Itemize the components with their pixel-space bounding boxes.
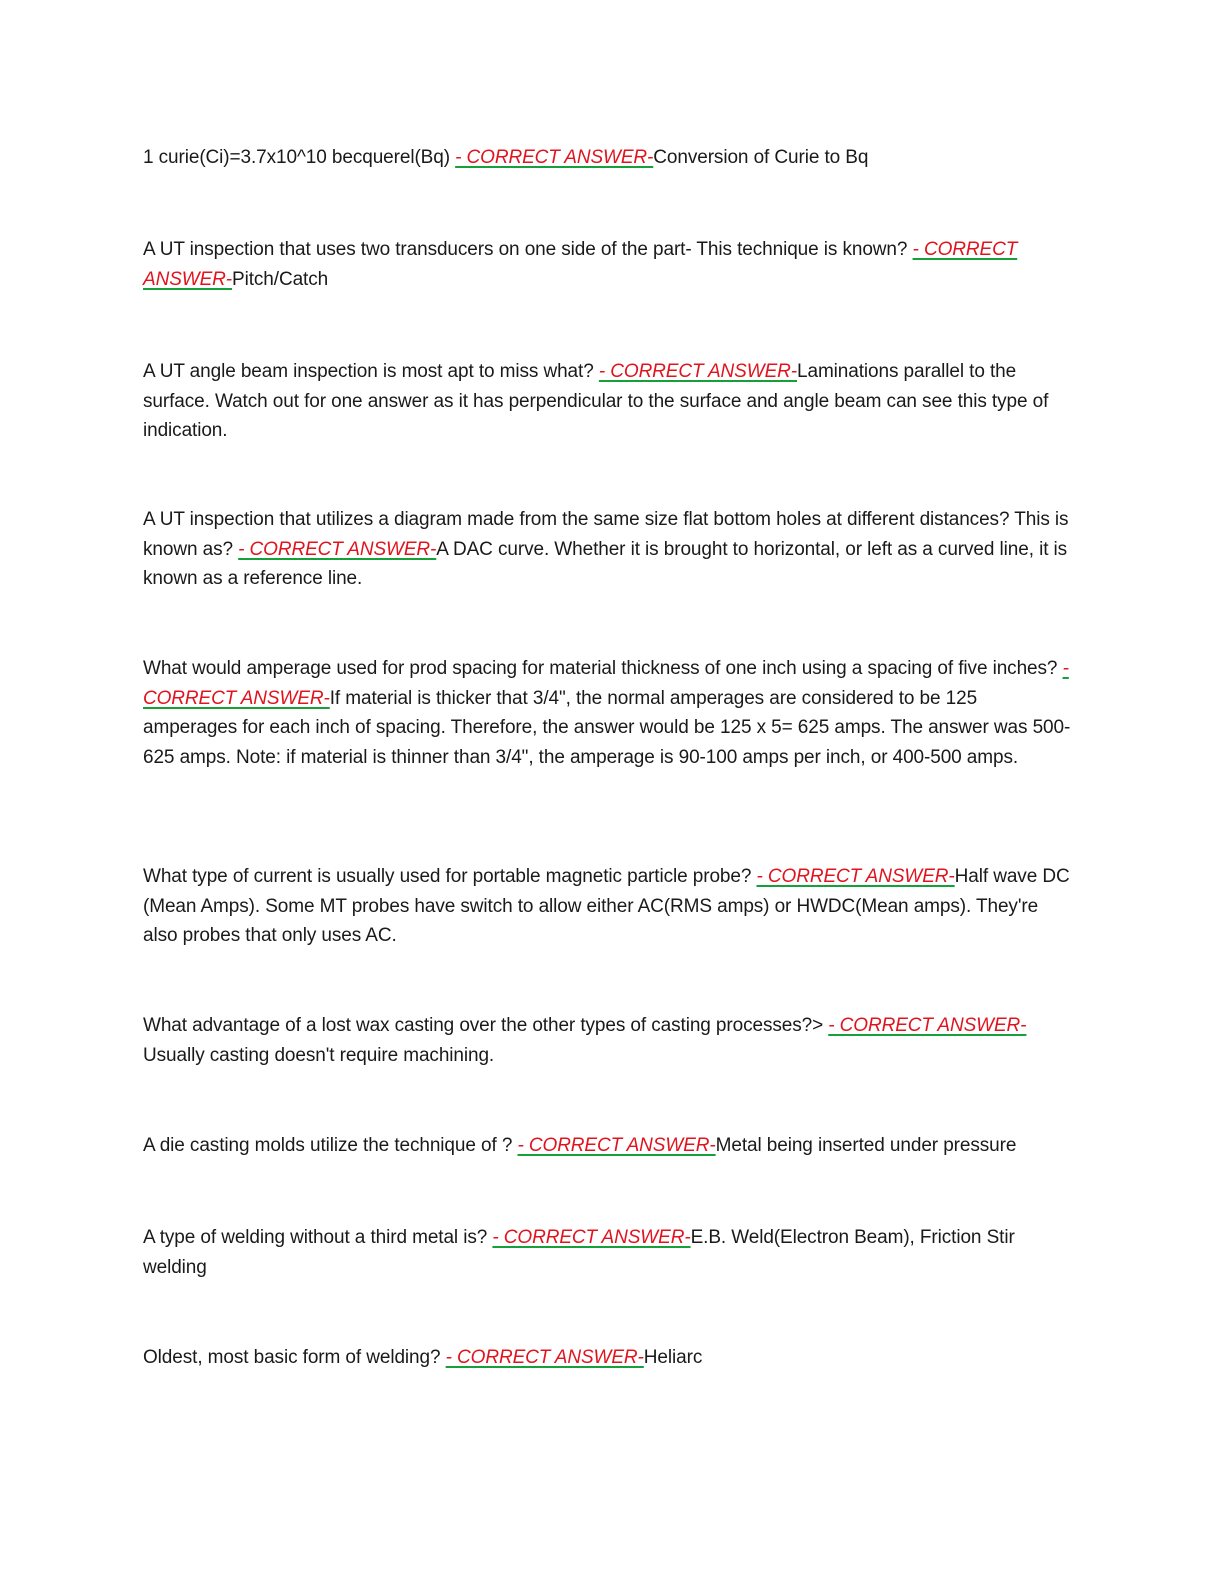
answer-text: E.B. Weld(Electron Beam), Friction Stir welding	[143, 1227, 1015, 1278]
question-text: A UT inspection that uses two transducers on one side of the part- This technique is known?	[143, 239, 913, 260]
correct-answer-marker: - CORRECT ANSWER-	[238, 538, 437, 560]
qa-entry-1	[143, 143, 1073, 173]
qa-entry-3	[143, 357, 1073, 446]
answer-text: Usually casting doesn't require machining.	[143, 1044, 495, 1066]
correct-answer-marker: - CORRECT ANSWER-	[143, 239, 1018, 290]
qa-entry-8	[143, 1131, 1073, 1161]
answer-text: If material is thicker that 3/4", the normal amperages are considered to be 125 amperages for each inch of spacing. Therefore, the answer would be 125 x 5= 625 amps. The answer was 500- 625 amps. Note: if material is thinner than 3/4", the amperage is 90-100 amps per inch, or 400-500 amps.	[143, 687, 1071, 768]
qa-entry-7	[143, 1011, 1073, 1070]
answer-text: Metal being inserted under pressure	[715, 1135, 1017, 1156]
answer-text: Pitch/Catch	[232, 268, 329, 290]
answer-text: A DAC curve. Whether it is brought to horizontal, or left as a curved line, it is known as a reference line.	[143, 538, 1068, 590]
question-text: A type of welding without a third metal is?	[143, 1227, 493, 1248]
answer-text: Heliarc	[643, 1347, 703, 1368]
question-text: A UT angle beam inspection is most apt to miss what?	[143, 361, 599, 382]
question-text: What would amperage used for prod spacing for material thickness of one inch using a spacing of five inches?	[143, 658, 1063, 679]
question-text: 1 curie(Ci)=3.7x10^10 becquerel(Bq)	[143, 147, 456, 168]
correct-answer-marker: - CORRECT ANSWER-	[492, 1227, 691, 1248]
qa-entry-10	[143, 1343, 1073, 1373]
correct-answer-marker: - CORRECT ANSWER-	[455, 147, 654, 168]
question-text: What type of current is usually used for portable magnetic particle probe?	[143, 866, 757, 887]
answer-text: Laminations parallel to the surface. Watch out for one answer as it has perpendicular to the surface and angle beam can see this type of indication.	[143, 361, 1049, 442]
qa-entry-6	[143, 862, 1073, 951]
correct-answer-marker: - CORRECT ANSWER-	[445, 1347, 644, 1368]
question-text: A die casting molds utilize the technique of ?	[143, 1135, 518, 1156]
qa-entry-2	[143, 235, 1073, 294]
correct-answer-marker: - CORRECT ANSWER-	[517, 1135, 716, 1156]
qa-entry-5	[143, 654, 1073, 772]
correct-answer-marker: - CORRECT ANSWER-	[756, 866, 955, 887]
answer-text: Half wave DC (Mean Amps). Some MT probes have switch to allow either AC(RMS amps) or HWDC(Mean amps). They're also probes that only uses AC.	[143, 866, 1070, 947]
correct-answer-marker: - CORRECT ANSWER-	[828, 1015, 1027, 1036]
qa-entry-4	[143, 505, 1073, 594]
question-text: What advantage of a lost wax casting over the other types of casting processes?>	[143, 1015, 829, 1036]
answer-text: Conversion of Curie to Bq	[653, 147, 869, 168]
question-text: Oldest, most basic form of welding?	[143, 1347, 446, 1368]
question-text: A UT inspection that utilizes a diagram made from the same size flat bottom holes at different distances? This is known as?	[143, 509, 1069, 560]
qa-entry-9	[143, 1223, 1073, 1282]
correct-answer-marker: - CORRECT ANSWER-	[143, 658, 1069, 709]
correct-answer-marker: - CORRECT ANSWER-	[598, 361, 798, 382]
